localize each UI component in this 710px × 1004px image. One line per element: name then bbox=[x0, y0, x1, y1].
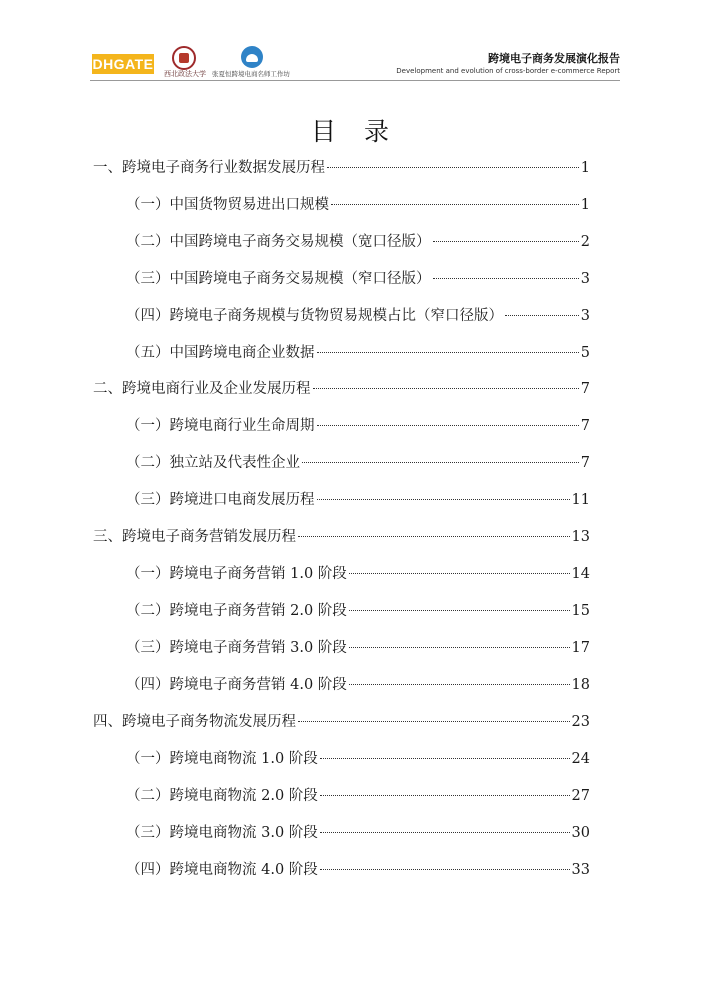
toc-entry-page: 17 bbox=[571, 640, 590, 656]
toc-entry-page: 7 bbox=[580, 455, 590, 471]
toc-entry[interactable] bbox=[126, 823, 590, 843]
toc-entry[interactable] bbox=[126, 490, 590, 510]
toc-entry[interactable] bbox=[126, 786, 590, 806]
toc-entry-label: （四）跨境电子商务营销 4.0 阶段 bbox=[126, 677, 347, 693]
toc-entry-page: 24 bbox=[571, 751, 590, 767]
toc-leader bbox=[331, 204, 579, 205]
toc-entry-label: （三）中国跨境电子商务交易规模（窄口径版） bbox=[126, 271, 431, 287]
toc-entry[interactable] bbox=[126, 564, 590, 584]
toc-entry[interactable] bbox=[126, 195, 590, 215]
toc-entry-label: （四）跨境电子商务规模与货物贸易规模占比（窄口径版） bbox=[126, 308, 503, 324]
toc-entry-page: 15 bbox=[571, 603, 590, 619]
toc-leader bbox=[317, 352, 579, 353]
toc-entry[interactable] bbox=[126, 601, 590, 621]
toc-entry-page: 27 bbox=[571, 788, 590, 804]
toc-entry[interactable] bbox=[126, 232, 590, 252]
toc-leader bbox=[320, 758, 570, 759]
toc-entry-page: 3 bbox=[580, 308, 590, 324]
toc-entry[interactable] bbox=[126, 306, 590, 326]
toc-entry[interactable] bbox=[126, 675, 590, 695]
toc-entry-label: （二）跨境电子商务营销 2.0 阶段 bbox=[126, 603, 347, 619]
toc-entry-label: 四、跨境电子商务物流发展历程 bbox=[93, 714, 296, 730]
toc-entry[interactable] bbox=[126, 638, 590, 658]
toc-entry[interactable] bbox=[126, 749, 590, 769]
toc-entry[interactable] bbox=[126, 860, 590, 880]
toc-entry-page: 13 bbox=[571, 529, 590, 545]
toc-leader bbox=[349, 647, 570, 648]
toc-leader bbox=[327, 167, 579, 168]
studio-name: 张夏恒跨境电商名师工作坊 bbox=[212, 70, 290, 78]
dhgate-logo: DHGATE bbox=[92, 56, 154, 72]
report-subtitle: Development and evolution of cross-border e-commerce Report bbox=[396, 67, 620, 75]
toc-entry[interactable] bbox=[126, 416, 590, 436]
toc-entry-label: （四）跨境电商物流 4.0 阶段 bbox=[126, 862, 318, 878]
toc-entry-label: （三）跨境进口电商发展历程 bbox=[126, 492, 315, 508]
toc-entry-page: 7 bbox=[580, 418, 590, 434]
toc-entry[interactable] bbox=[93, 527, 590, 547]
toc-entry[interactable] bbox=[126, 343, 590, 363]
toc-leader bbox=[349, 573, 570, 574]
toc-entry-label: （一）跨境电商物流 1.0 阶段 bbox=[126, 751, 318, 767]
toc-entry-label: （二）中国跨境电子商务交易规模（宽口径版） bbox=[126, 234, 431, 250]
toc-entry-label: 三、跨境电子商务营销发展历程 bbox=[93, 529, 296, 545]
toc-entry[interactable] bbox=[93, 712, 590, 732]
page-header bbox=[90, 44, 620, 78]
toc-entry-label: 二、跨境电商行业及企业发展历程 bbox=[93, 381, 311, 397]
toc-leader bbox=[302, 462, 579, 463]
toc-entry-page: 2 bbox=[580, 234, 590, 250]
toc-entry[interactable] bbox=[126, 269, 590, 289]
toc-leader bbox=[433, 241, 579, 242]
toc-entry-label: （三）跨境电子商务营销 3.0 阶段 bbox=[126, 640, 347, 656]
toc-entry-label: （一）跨境电商行业生命周期 bbox=[126, 418, 315, 434]
toc-entry-page: 5 bbox=[580, 345, 590, 361]
toc-leader bbox=[349, 684, 570, 685]
toc-leader bbox=[298, 721, 570, 722]
toc-leader bbox=[298, 536, 570, 537]
toc-leader bbox=[317, 425, 579, 426]
toc-entry-label: （五）中国跨境电商企业数据 bbox=[126, 345, 315, 361]
toc-entry-page: 7 bbox=[580, 381, 590, 397]
toc-entry-page: 14 bbox=[571, 566, 590, 582]
toc-entry[interactable] bbox=[126, 453, 590, 473]
toc-entry-page: 1 bbox=[580, 160, 590, 176]
toc-entry-page: 33 bbox=[571, 862, 590, 878]
toc-entry-page: 30 bbox=[571, 825, 590, 841]
toc-title: 目 录 bbox=[311, 117, 399, 146]
toc-entry-label: （二）独立站及代表性企业 bbox=[126, 455, 300, 471]
toc-entry-label: （二）跨境电商物流 2.0 阶段 bbox=[126, 788, 318, 804]
toc-leader bbox=[317, 499, 570, 500]
toc-entry-page: 23 bbox=[571, 714, 590, 730]
toc-leader bbox=[320, 795, 570, 796]
toc-entry-label: （一）中国货物贸易进出口规模 bbox=[126, 197, 329, 213]
university-seal-icon bbox=[172, 46, 196, 70]
header-divider bbox=[90, 80, 620, 81]
toc-entry[interactable] bbox=[93, 158, 590, 178]
toc-leader bbox=[313, 388, 579, 389]
toc-entry-label: 一、跨境电子商务行业数据发展历程 bbox=[93, 160, 325, 176]
toc-leader bbox=[320, 869, 570, 870]
studio-logo-icon bbox=[241, 46, 263, 68]
university-name: 西北政法大学 bbox=[164, 70, 206, 78]
toc-entry-page: 3 bbox=[580, 271, 590, 287]
toc-entry-page: 11 bbox=[571, 492, 590, 508]
report-title: 跨境电子商务发展演化报告 bbox=[488, 52, 620, 65]
toc-entry-label: （一）跨境电子商务营销 1.0 阶段 bbox=[126, 566, 347, 582]
toc-leader bbox=[320, 832, 570, 833]
toc-leader bbox=[505, 315, 579, 316]
toc-entry-page: 18 bbox=[571, 677, 590, 693]
toc-entry[interactable] bbox=[93, 379, 590, 399]
toc-leader bbox=[433, 278, 579, 279]
toc-entry-label: （三）跨境电商物流 3.0 阶段 bbox=[126, 825, 318, 841]
toc-leader bbox=[349, 610, 570, 611]
toc-entry-page: 1 bbox=[580, 197, 590, 213]
